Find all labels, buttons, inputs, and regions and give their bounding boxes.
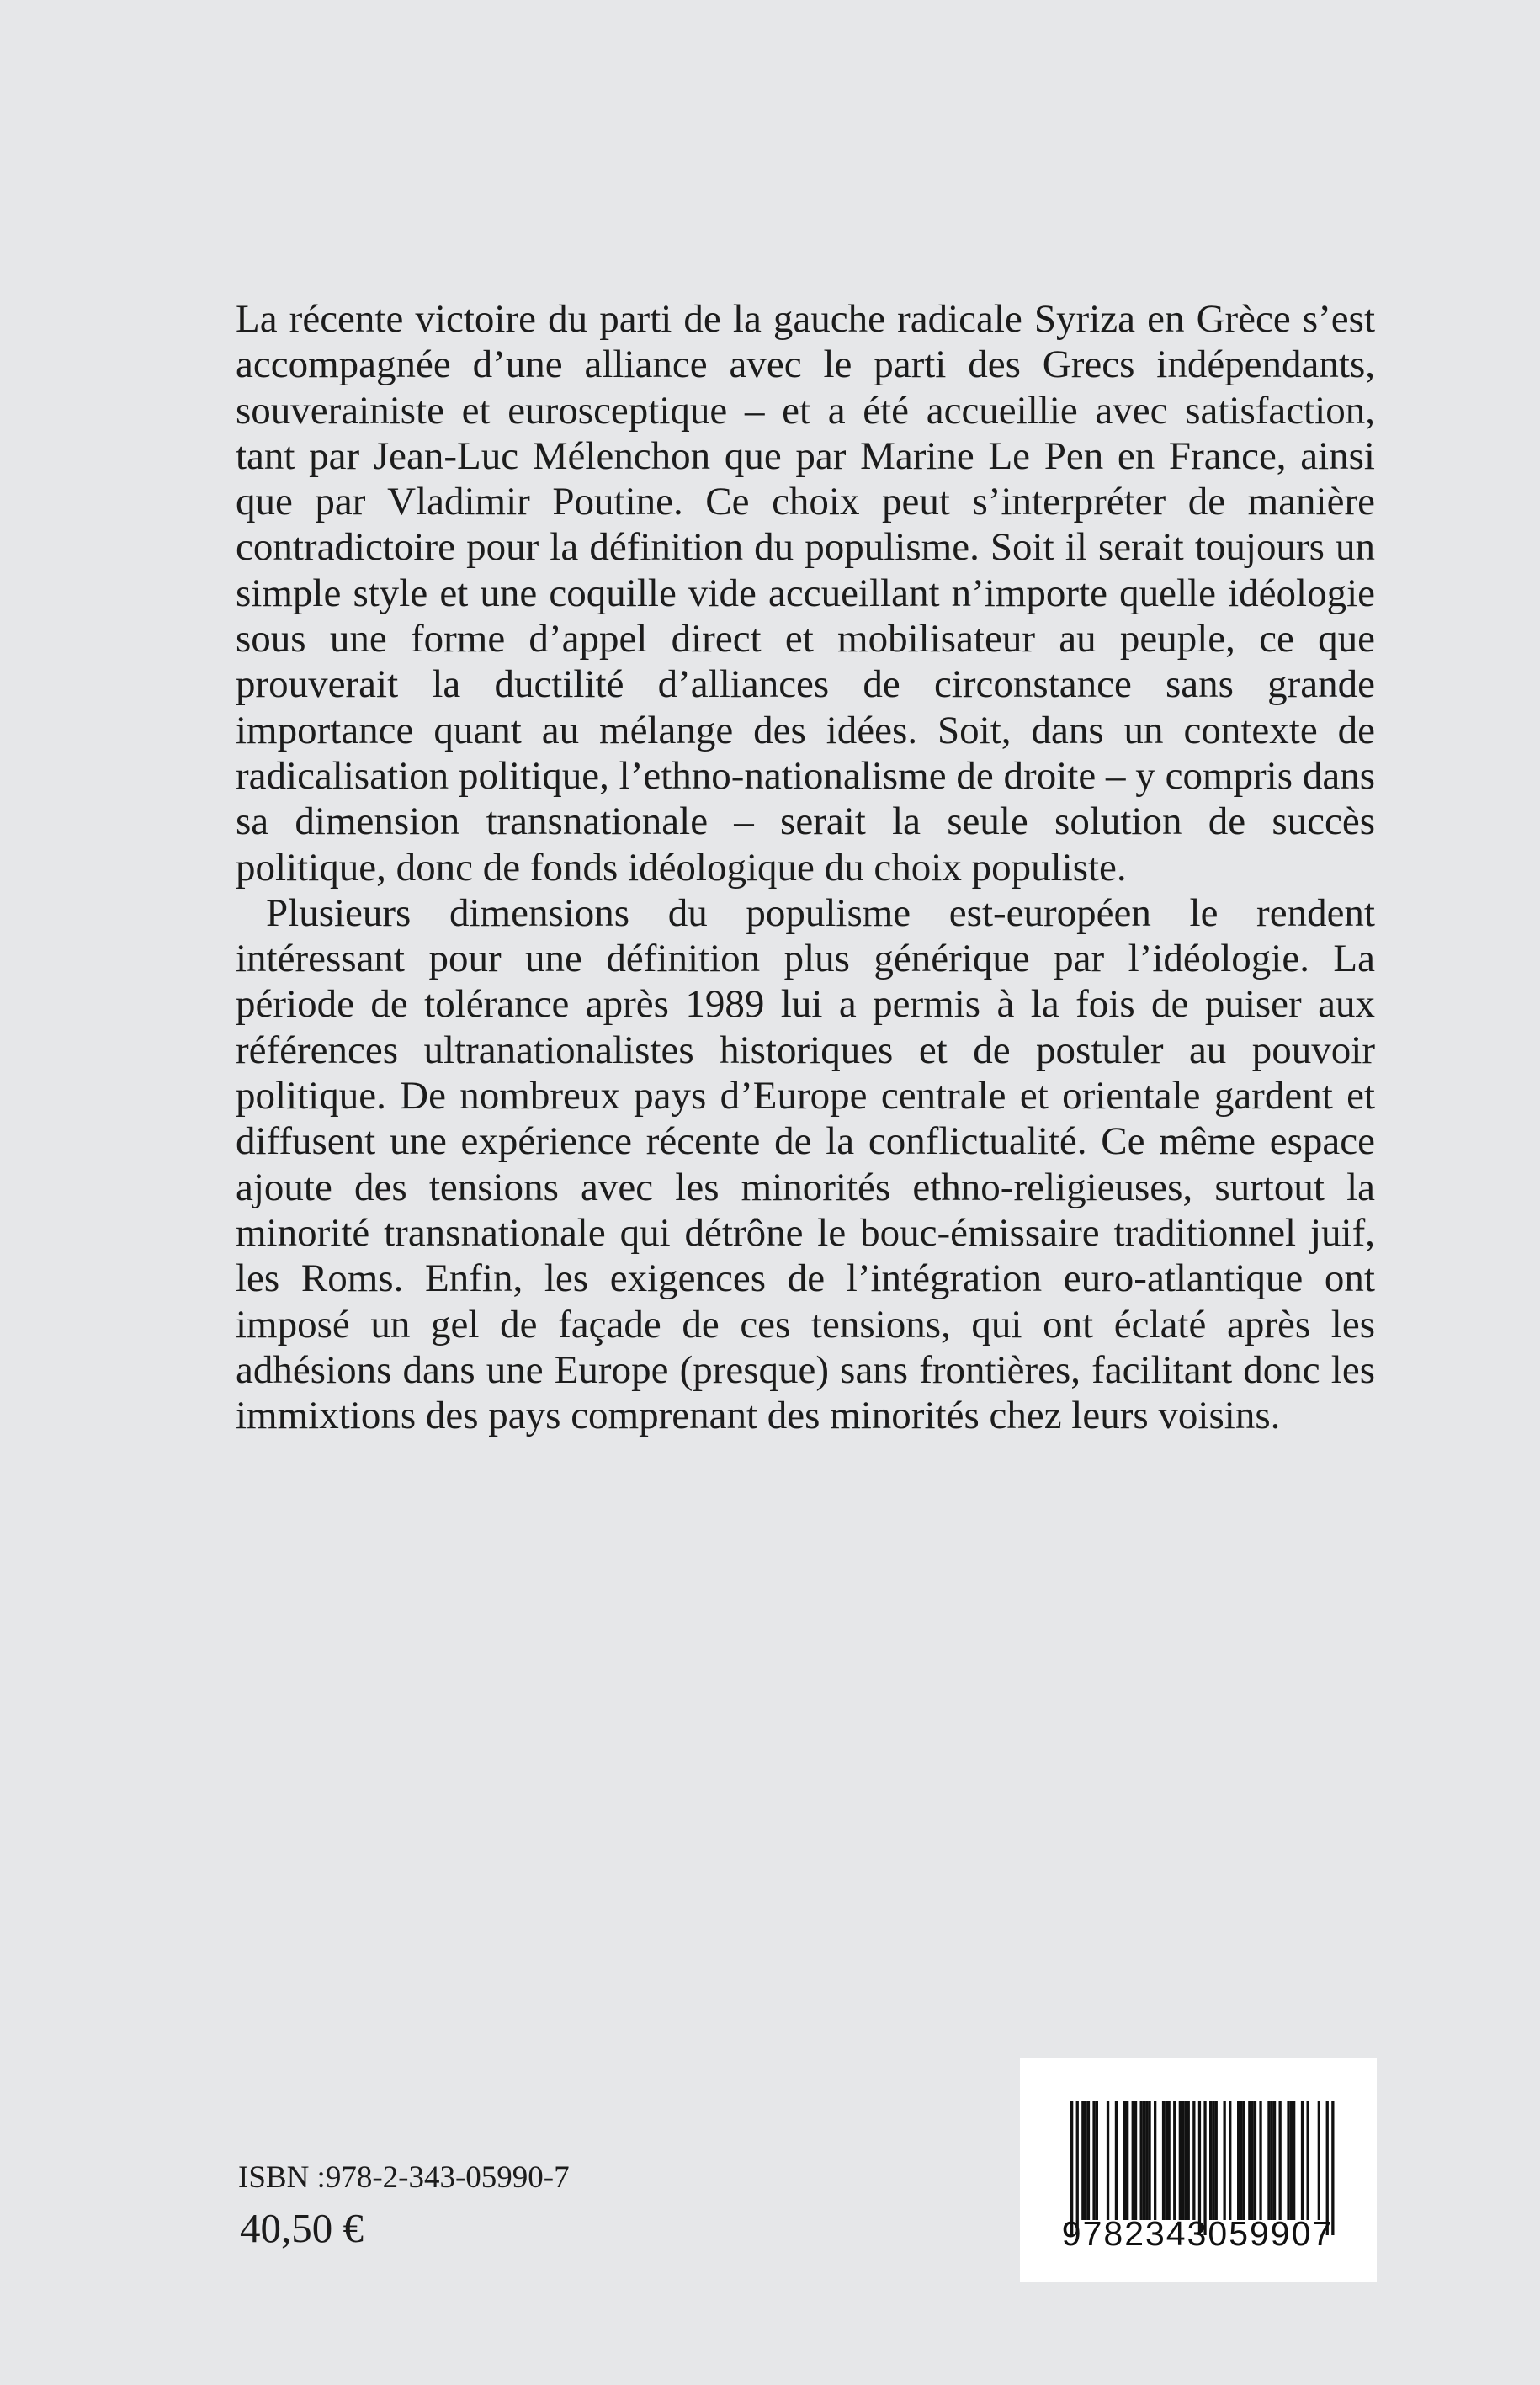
barcode-bar [1215, 2101, 1218, 2220]
barcode-bar [1182, 2101, 1184, 2220]
barcode-bar [1162, 2101, 1165, 2220]
barcode-bar [1237, 2101, 1240, 2220]
barcode [1020, 2058, 1377, 2282]
barcode-bar [1267, 2101, 1270, 2220]
barcode-bar [1243, 2101, 1245, 2220]
barcode-bar [1287, 2101, 1289, 2220]
barcode-bar [1148, 2101, 1150, 2220]
barcode-bar [1143, 2101, 1145, 2220]
barcode-bar [1271, 2101, 1273, 2220]
barcode-bar [1173, 2101, 1176, 2220]
barcode-bar [1134, 2101, 1137, 2220]
barcode-bar [1290, 2101, 1293, 2220]
barcode-bar [1126, 2101, 1128, 2220]
barcode-bar [1209, 2101, 1212, 2220]
barcode-bar [1179, 2101, 1182, 2220]
blurb-paragraph-2: Plusieurs dimensions du populisme est-européen le rendent intéressant pour une définition plus générique par l’idéologie. La période de tolérance après 1989 lui a permis à la fois de puiser aux références ultranationalistes historiques et de postuler au pouvoir politique. De nombreux pays d’Europe centrale et orientale gardent et diffusent une expérience récente de la conflictualité. Ce même espace ajoute des tensions avec les minorités ethno-religieuses, surtout la minorité transnationale qui détrône le bouc-émissaire traditionnel juif, les Roms. Enfin, les exigences de l’intégration euro-atlantique ont imposé un gel de façade de ces tensions, qui ont éclaté après les adhésions dans une Europe (presque) sans frontières, facilitant donc les immixtions des pays comprenant des minorités chez leurs voisins. [236, 890, 1375, 1438]
barcode-bar [1192, 2101, 1195, 2220]
barcode-bar [1240, 2101, 1242, 2220]
barcode-digits: 9782343059907 [1061, 2214, 1334, 2253]
barcode-bar [1168, 2101, 1171, 2220]
barcode-bar [1096, 2101, 1098, 2220]
barcode-bar [1251, 2101, 1254, 2220]
barcode-bar [1154, 2101, 1156, 2220]
barcode-bar [1301, 2101, 1304, 2220]
barcode-bar [1318, 2101, 1320, 2220]
barcode-bar [1115, 2101, 1118, 2220]
back-cover-blurb [236, 296, 1375, 1438]
blurb-paragraph-1: La récente victoire du parti de la gauche radicale Syriza en Grèce s’est accompagnée d’une alliance avec le parti des Grecs indépendants, souverainiste et eurosceptique – et a été accueillie avec satisfaction, tant par Jean-Luc Mélenchon que par Marine Le Pen en France, ainsi que par Vladimir Poutine. Ce choix peut s’interpréter de manière contradictoire pour la définition du populisme. Soit il serait toujours un simple style et une coquille vide accueillant n’importe quelle idéologie sous une forme d’appel direct et mobilisateur au peuple, ce que prouverait la ductilité d’alliances de circonstance sans grande importance quant au mélange des idées. Soit, dans un contexte de radicalisation politique, l’ethno-nationalisme de droite – y compris dans sa dimension transnationale – serait la seule solution de succès politique, donc de fonds idéologique du choix populiste. [236, 297, 1375, 890]
barcode-bar [1123, 2101, 1126, 2220]
barcode-bar [1145, 2101, 1148, 2220]
barcode-bar [1184, 2101, 1187, 2220]
barcode-bar [1085, 2101, 1087, 2220]
barcode-bar [1307, 2101, 1309, 2220]
barcode-bar [1293, 2101, 1295, 2220]
barcode-bar [1273, 2101, 1276, 2220]
barcode-bar [1165, 2101, 1167, 2220]
barcode-bar [1087, 2101, 1090, 2220]
barcode-bar [1092, 2101, 1095, 2220]
barcode-bar [1224, 2101, 1226, 2220]
isbn-label: ISBN :978-2-343-05990-7 [238, 2160, 570, 2195]
barcode-bar [1279, 2101, 1282, 2220]
barcode-bar [1259, 2101, 1261, 2220]
barcode-bar [1081, 2101, 1084, 2220]
barcode-bar [1254, 2101, 1256, 2220]
barcode-bar [1248, 2101, 1251, 2220]
barcode-bar [1140, 2101, 1143, 2220]
price-label: 40,50 € [240, 2205, 364, 2251]
barcode-bar [1187, 2101, 1190, 2220]
barcode-bar [1107, 2101, 1109, 2220]
barcode-bar [1229, 2101, 1231, 2220]
barcode-bar [1212, 2101, 1214, 2220]
barcode-bar [1132, 2101, 1134, 2220]
